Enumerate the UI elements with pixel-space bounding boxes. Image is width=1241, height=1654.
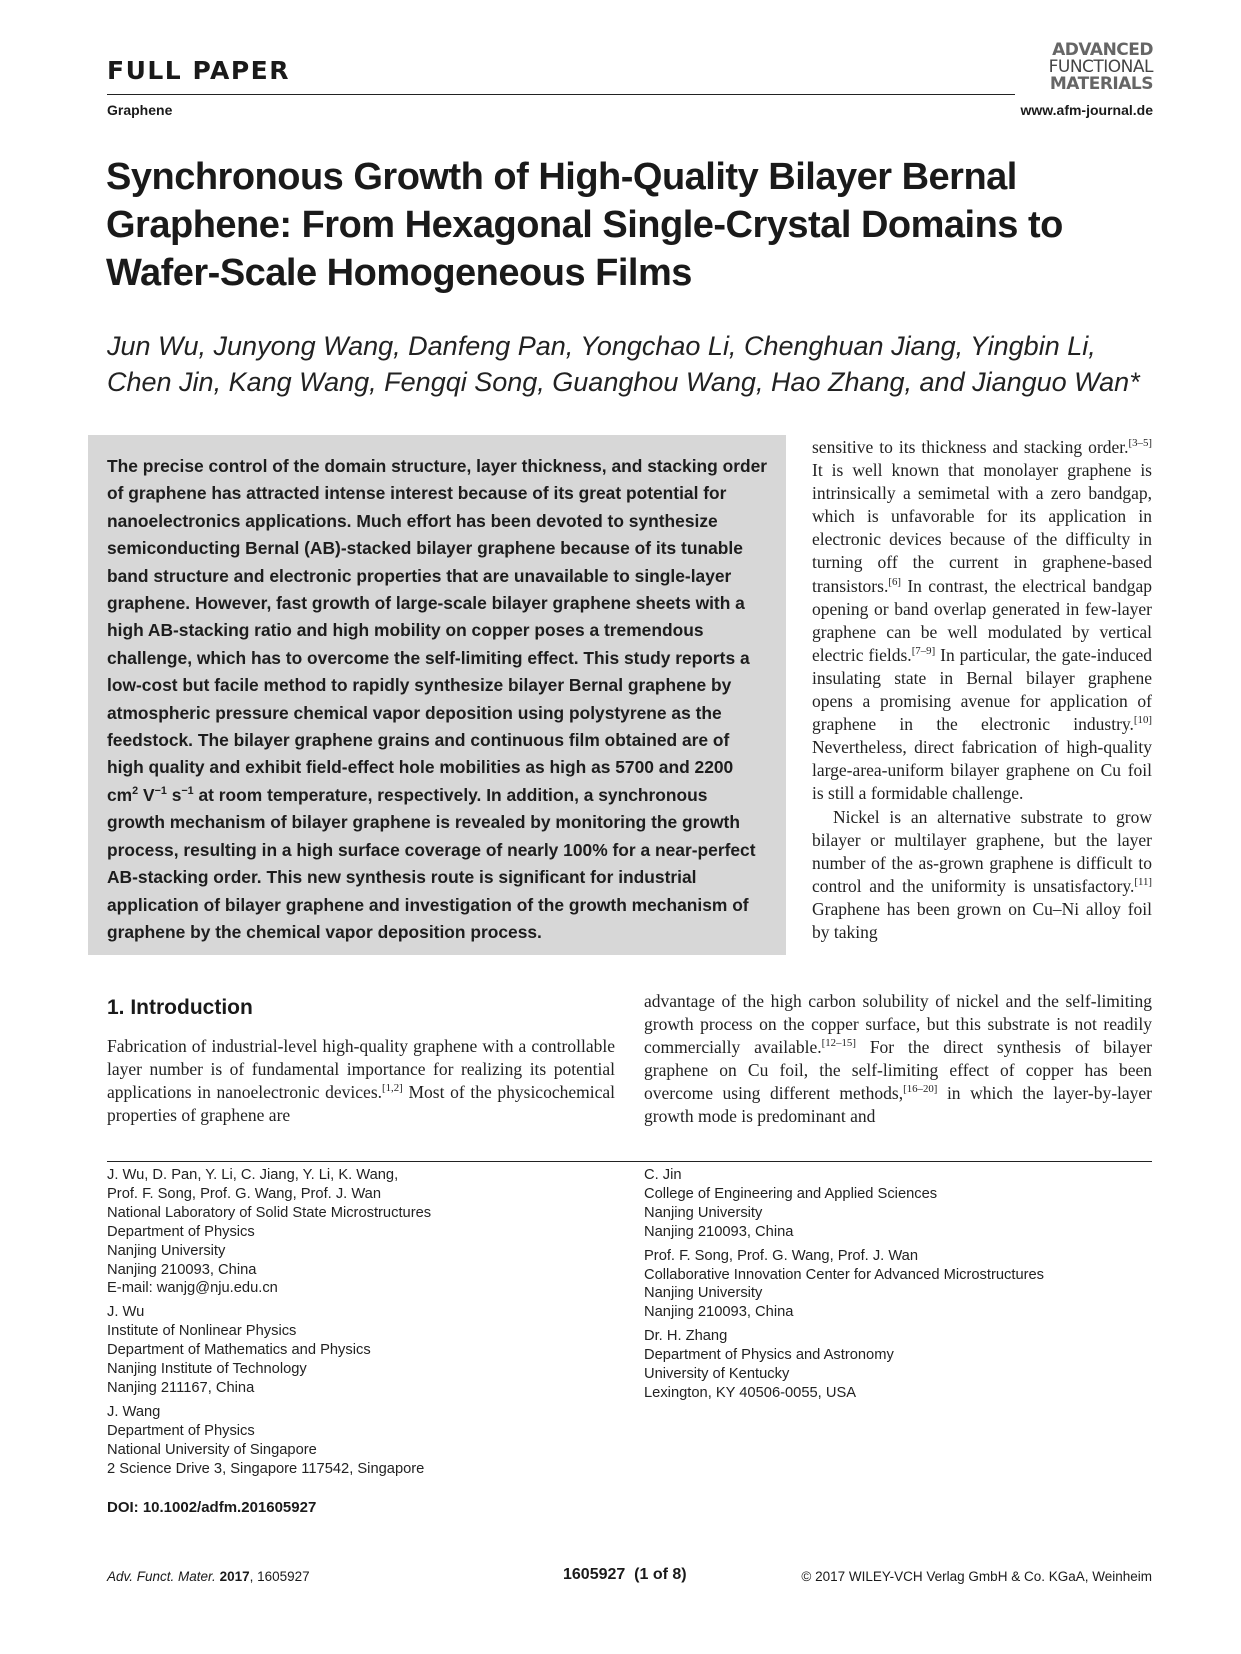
body-right-continuation <box>644 990 1152 1129</box>
logo-line-3: MATERIALS <box>1049 74 1153 94</box>
citation-ref[interactable]: [10] <box>1133 714 1152 727</box>
citation-ref[interactable]: [11] <box>1134 875 1152 888</box>
header-divider <box>107 94 1015 95</box>
paragraph: Nickel is an alternative substrate to grow bilayer or multilayer graphene, but the layer number of the as-grown graphene is difficult to control and the uniformity is unsatisfactory.[11] Graphene has been grown on Cu–Ni alloy foil by taking <box>812 806 1152 942</box>
affiliation-block: Prof. F. Song, Prof. G. Wang, Prof. J. Wan Collaborative Innovation Center for Advanced Microstructures Nanjing University Nanjing 210093, China <box>644 1247 1045 1321</box>
abstract: The precise control of the domain structure, layer thickness, and stacking order of graphene has attracted intense interest because of its great potential for nanoelectronics applications. Much effort has been devoted to synthesize semiconducting Bernal (AB)-stacked bilayer graphene because of its tunable band structure and electronic properties that are unavailable to single-layer graphene. However, fast growth of large-scale bilayer graphene sheets with a high AB-stacking ratio and high mobility on copper poses a tremendous challenge, which has to overcome the self-limiting effect. This study reports a low-cost but facile method to rapidly synthesize bilayer Bernal graphene by atmospheric pressure chemical vapor deposition using polystyrene as the feedstock. The bilayer graphene grains and continuous film obtained are of high quality and exhibit field-effect hole mobilities as high as 5700 and 2200 $cm^2$ $V^{-1}$ $s^{-1}$ at room temperature, respectively. In addition, a synchronous growth mechanism of bilayer graphene is revealed by monitoring the growth process, resulting in a high surface coverage of nearly 100% for a near-perfect AB-stacking order. This new synthesis route is significant for industrial application of bilayer graphene and investigation of the growth mechanism of graphene by the chemical vapor deposition process. <box>107 456 768 942</box>
affiliation-block: J. Wu, D. Pan, Y. Li, C. Jiang, Y. Li, K. Wang, Prof. F. Song, Prof. G. Wang, Prof. J. Wan National Laboratory of Solid State Microstructures Department of Physics Nanjing University Nanjing 210093, China E-mail: wanjg@nju.edu.cn <box>107 1166 607 1298</box>
affiliation-block: J. Wang Department of Physics National University of Singapore 2 Science Drive 3, Singapore 117542, Singapore <box>107 1403 425 1477</box>
citation-ref[interactable]: [3–5] <box>1128 437 1152 450</box>
logo-line-2: FUNCTIONAL <box>1048 57 1153 77</box>
citation-ref[interactable]: [12–15] <box>821 1037 856 1050</box>
email-link[interactable]: E-mail: wanjg@nju.edu.cn <box>107 1280 278 1297</box>
body-left-column <box>107 1035 615 1127</box>
section-heading: 1. Introduction <box>107 996 253 1019</box>
citation-ref[interactable]: [16–20] <box>903 1083 938 1096</box>
citation-ref[interactable]: [6] <box>888 575 901 588</box>
author-list: Jun Wu, Junyong Wang, Danfeng Pan, Yongchao Li, Chenghuan Jiang, Yingbin Li, Chen Jin, Kang Wang, Fengqi Song, Guanghou Wang, Hao Zhang, and Jianguo Wan* <box>107 331 1140 397</box>
paragraph: sensitive to its thickness and stacking order.[3–5] It is well known that monolayer graphene is intrinsically a semimetal with a zero bandgap, which is unfavorable for its application in electronic devices because of the difficulty in turning off the current in graphene-based transistors.[6] In contrast, the electrical bandgap opening or band overlap generated in few-layer graphene can be well modulated by vertical electric fields.[7–9] In particular, the gate-induced insulating state in Bernal bilayer graphene opens a promising avenue for application of graphene in the electronic industry.[10] Nevertheless, direct fabrication of high-quality large-area-uniform bilayer graphene on Cu foil is still a formidable challenge. <box>812 437 1152 804</box>
affiliations-right <box>644 1166 1144 1408</box>
affiliations-left <box>107 1166 607 1484</box>
body-right-column <box>812 436 1152 944</box>
paragraph: advantage of the high carbon solubility of nickel and the self-limiting growth process on the copper surface, but this substrate is not readily commercially available.[12–15] For the direct synthesis of bilayer graphene on Cu foil, the self-limiting effect of copper has been overcome using different methods,[16–20] in which the layer-by-layer growth mode is predominant and <box>644 991 1152 1127</box>
affiliation-block: J. Wu Institute of Nonlinear Physics Department of Mathematics and Physics Nanjing Institute of Technology Nanjing 211167, China <box>107 1304 371 1396</box>
footer-copyright: © 2017 WILEY-VCH Verlag GmbH & Co. KGaA, Weinheim <box>801 1569 1152 1584</box>
topic-label: Graphene <box>107 102 173 118</box>
doi-link[interactable]: DOI: 10.1002/adfm.201605927 <box>107 1499 317 1516</box>
journal-logo <box>1025 42 1153 93</box>
section-label: FULL PAPER <box>107 56 290 85</box>
journal-url[interactable]: www.afm-journal.de <box>1020 102 1153 118</box>
logo-line-1: ADVANCED <box>1052 40 1153 60</box>
affiliation-block: Dr. H. Zhang Department of Physics and Astronomy University of Kentucky Lexington, KY 40506-0055, USA <box>644 1328 894 1401</box>
paragraph: Fabrication of industrial-level high-quality graphene with a controllable layer number is of fundamental importance for realizing its potential applications in nanoelectronic devices.[1,2] Most of the physicochemical properties of graphene are <box>107 1036 615 1126</box>
footer-citation: Adv. Funct. Mater. 2017, 1605927 <box>107 1569 310 1584</box>
affiliation-block: C. Jin College of Engineering and Applied Sciences Nanjing University Nanjing 210093, China <box>644 1167 938 1240</box>
page-number: 1605927 (1 of 8) <box>563 1566 687 1583</box>
citation-ref[interactable]: [7–9] <box>911 645 936 658</box>
citation-ref[interactable]: [1,2] <box>382 1082 403 1095</box>
paper-title: Synchronous Growth of High-Quality Bilayer Bernal Graphene: From Hexagonal Single-Crystal Domains to Wafer-Scale Homogeneous Films <box>106 156 1063 294</box>
affiliation-divider <box>107 1161 1152 1162</box>
